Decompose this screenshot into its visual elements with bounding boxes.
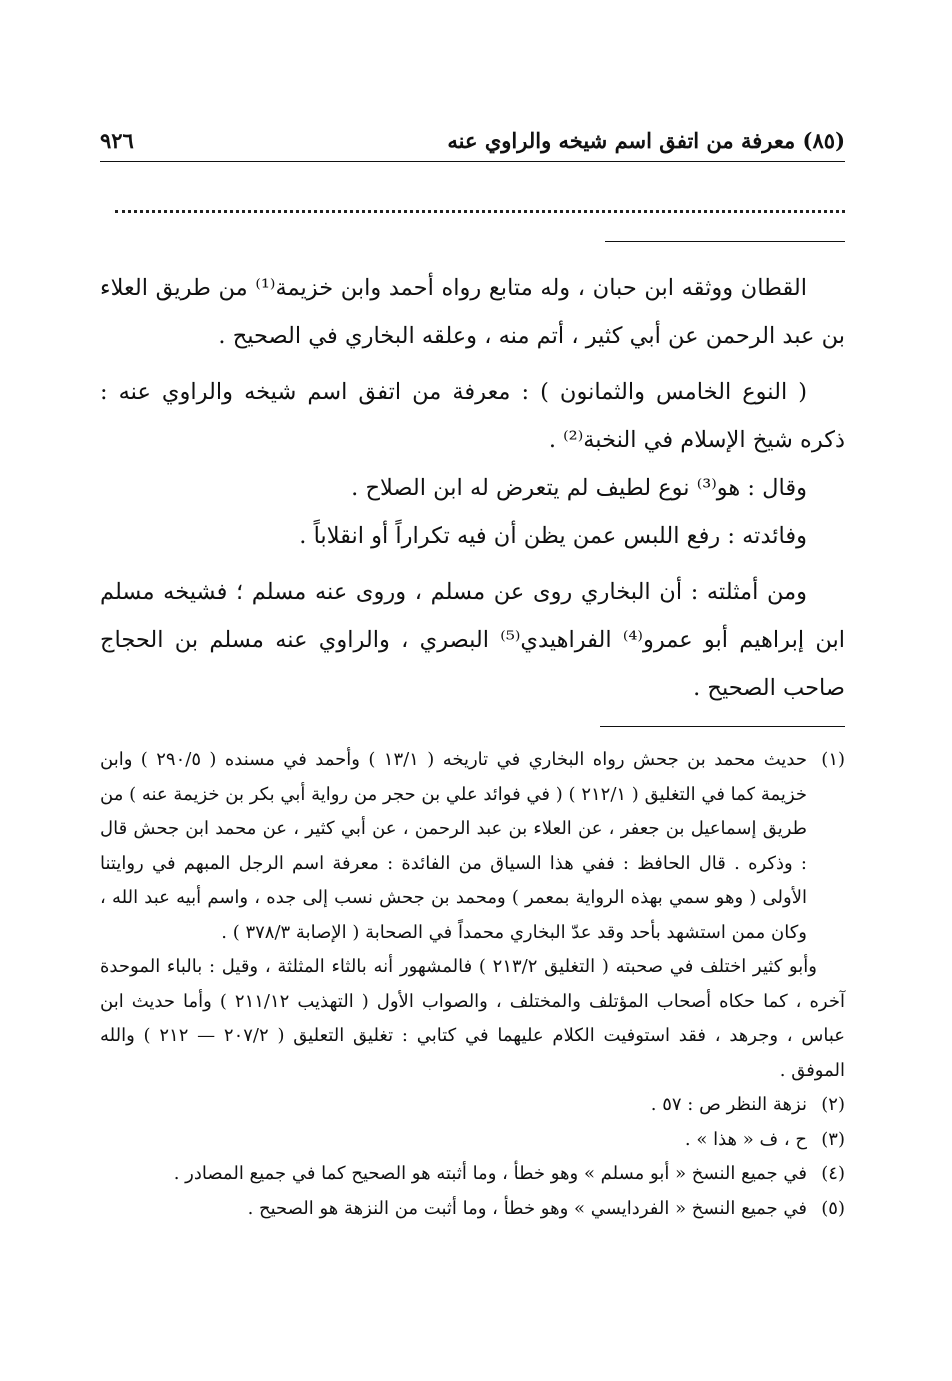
footnote-number: (٤)	[821, 1163, 845, 1184]
footnote-text: حديث محمد بن جحش رواه البخاري في تاريخه ( ١٣/١ ) وأحمد في مسنده ( ٢٩٠/٥ ) وابن خزيمة كما في التغليق ( ٢١٢/١ ) ( في فوائد علي بن حجر من رواية أبي بكر بن خزيمة عنه ) من طريق إسماعيل بن جعفر ، عن العلاء بن عبد الرحمن ، عن أبي كثير ، عن محمد ابن جحش قال : وذكره . قال الحافظ : ففي هذا السياق من الفائدة : معرفة اسم الرجل المبهم في روايتنا الأولى ( وهو سمي بهذه الرواية بمعمر ) ومحمد بن جحش نسب إلى جده ، واسم أبيه عبد الله ، وكان ممن استشهد بأحد وقد عدّ البخاري محمداً في الصحابة ( الإصابة ٣٧٨/٣ ) .	[100, 749, 808, 943]
paragraph: القطان ووثقه ابن حبان ، وله متابع رواه أحمد وابن خزيمة⁽¹⁾ من طريق العلاء بن عبد الرحمن عن أبي كثير ، أتم منه ، وعلقه البخاري في الصحيح .	[100, 275, 845, 349]
ellipsis-line	[115, 200, 845, 213]
footnote	[100, 1192, 845, 1227]
page-number: ٩٢٦	[100, 128, 134, 153]
footnote	[100, 1157, 845, 1192]
footnote-continuation	[100, 950, 845, 1088]
footnote-number: (١)	[821, 749, 846, 770]
footnote-divider	[600, 726, 845, 727]
footnotes	[100, 743, 845, 1226]
footnote-number: (٥)	[821, 1197, 845, 1219]
page-header	[100, 128, 845, 162]
paragraph: وفائدته : رفع اللبس عمن يظن أن فيه تكراراً أو انقلاباً .	[299, 523, 807, 549]
paragraph: ومن أمثلته : أن البخاري روى عن مسلم ، وروى عنه مسلم ؛ فشيخه مسلم ابن إبراهيم أبو عمرو⁽⁴⁾ الفراهيدي⁽⁵⁾ البصري ، والراوي عنه مسلم بن الحجاج صاحب الصحيح .	[100, 579, 845, 701]
short-divider	[605, 241, 845, 242]
paragraph: ( النوع الخامس والثمانون ) : معرفة من اتفق اسم شيخه والراوي عنه : ذكره شيخ الإسلام في النخبة⁽²⁾ .	[100, 379, 845, 453]
book-page	[100, 128, 845, 1226]
footnote-text: في جميع النسخ « أبو مسلم » وهو خطأ ، وما أثبته هو الصحيح كما في جميع المصادر .	[173, 1163, 807, 1184]
footnote	[100, 1123, 845, 1158]
footnote-text: ح ، ف « هذا » .	[684, 1128, 807, 1150]
footnote	[100, 743, 845, 950]
footnote-text: نزهة النظر ص : ٥٧ .	[650, 1094, 807, 1115]
footnote	[100, 1088, 845, 1123]
main-text	[100, 264, 845, 712]
footnote-text: في جميع النسخ « الفردايسي » وهو خطأ ، وما أثبت من النزهة هو الصحيح .	[247, 1197, 807, 1219]
running-title: (٨٥) معرفة من اتفق اسم شيخه والراوي عنه	[447, 128, 845, 153]
paragraph: وقال : هو⁽³⁾ نوع لطيف لم يتعرض له ابن الصلاح .	[351, 475, 807, 501]
footnote-number: (٣)	[821, 1128, 845, 1150]
footnote-text: وأبو كثير اختلف في صحبته ( التغليق ٢١٣/٢ ) فالمشهور أنه بالثاء المثلثة ، وقيل : بالباء الموحدة آخره ، كما حكاه أصحاب المؤتلف والمختلف ، والصواب الأول ( التهذيب ٢١١/١٢ ) وأما حديث ابن عباس ، وجرهد ، فقد استوفيت الكلام عليهما في كتابي : تغليق التعليق ( ٢٠٧/٢ — ٢١٢ ) والله الموفق .	[100, 956, 845, 1081]
footnote-number: (٢)	[821, 1094, 845, 1115]
